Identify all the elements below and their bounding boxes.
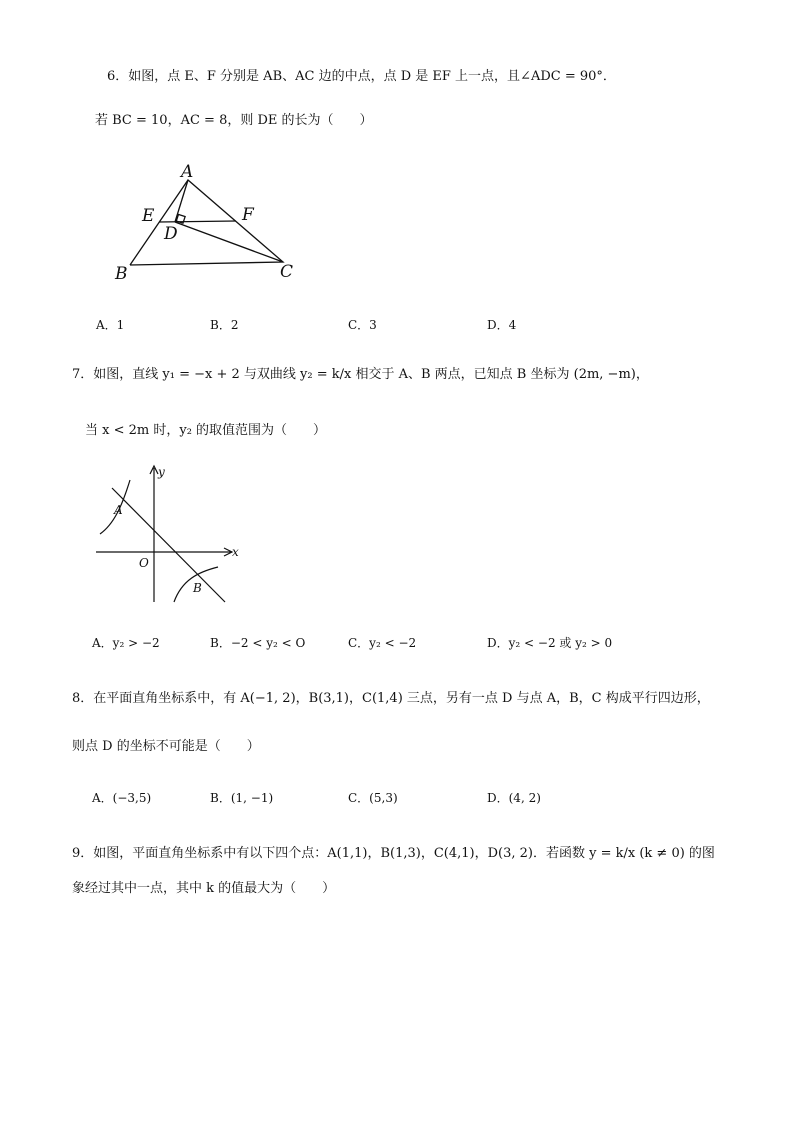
q8-option-a: A．(−3,5)	[92, 791, 152, 805]
q6-label-d: D	[164, 224, 178, 244]
q6-line1: 6．如图，点 E、F 分别是 AB、AC 边的中点，点 D 是 EF 上一点，且∠ADC = 90°．	[107, 69, 616, 84]
q6-option-d: D．4	[487, 318, 517, 332]
q9-line1: 9．如图，平面直角坐标系中有以下四个点：A(1,1)，B(1,3)，C(4,1)，D(3, 2)．若函数 y = k/x (k ≠ 0) 的图	[72, 846, 715, 861]
q7-option-c: C．y₂ < −2	[348, 636, 417, 650]
q7-option-b: B．−2 < y₂ < O	[210, 636, 306, 650]
q7-label-x: x	[232, 545, 239, 559]
q6-option-c: C．3	[348, 318, 377, 332]
q8-line2: 则点 D 的坐标不可能是（ ）	[72, 739, 260, 754]
q7-graph-figure	[92, 462, 252, 612]
q6-triangle-figure	[105, 160, 325, 290]
q6-label-f: F	[242, 205, 254, 225]
q6-label-b: B	[115, 264, 128, 284]
q8-option-b: B．(1, −1)	[210, 791, 274, 805]
q7-line2: 当 x < 2m 时，y₂ 的取值范围为（ ）	[85, 423, 327, 438]
q8-option-c: C．(5,3)	[348, 791, 398, 805]
q6-label-e: E	[142, 206, 155, 226]
q6-option-a: A．1	[96, 318, 125, 332]
q8-option-d: D．(4, 2)	[487, 791, 541, 805]
q7-option-d: D．y₂ < −2 或 y₂ > 0	[487, 636, 613, 650]
q7-label-b: B	[193, 581, 202, 595]
q8-line1: 8．在平面直角坐标系中，有 A(−1, 2)，B(3,1)，C(1,4) 三点，另有一点 D 与点 A，B，C 构成平行四边形，	[72, 691, 710, 706]
q7-option-a: A．y₂ > −2	[92, 636, 160, 650]
q7-label-a: A	[114, 503, 123, 517]
q6-label-c: C	[280, 262, 294, 282]
q7-label-o: O	[139, 556, 149, 570]
q7-label-y: y	[158, 465, 165, 479]
q6-label-a: A	[181, 162, 194, 182]
q6-line2: 若 BC = 10，AC = 8，则 DE 的长为（ ）	[95, 113, 373, 128]
q6-option-b: B．2	[210, 318, 239, 332]
q7-line1: 7．如图，直线 y₁ = −x + 2 与双曲线 y₂ = k/x 相交于 A、B 两点，已知点 B 坐标为 (2m, −m)，	[72, 367, 649, 382]
q9-line2: 象经过其中一点，其中 k 的值最大为（ ）	[72, 881, 336, 896]
